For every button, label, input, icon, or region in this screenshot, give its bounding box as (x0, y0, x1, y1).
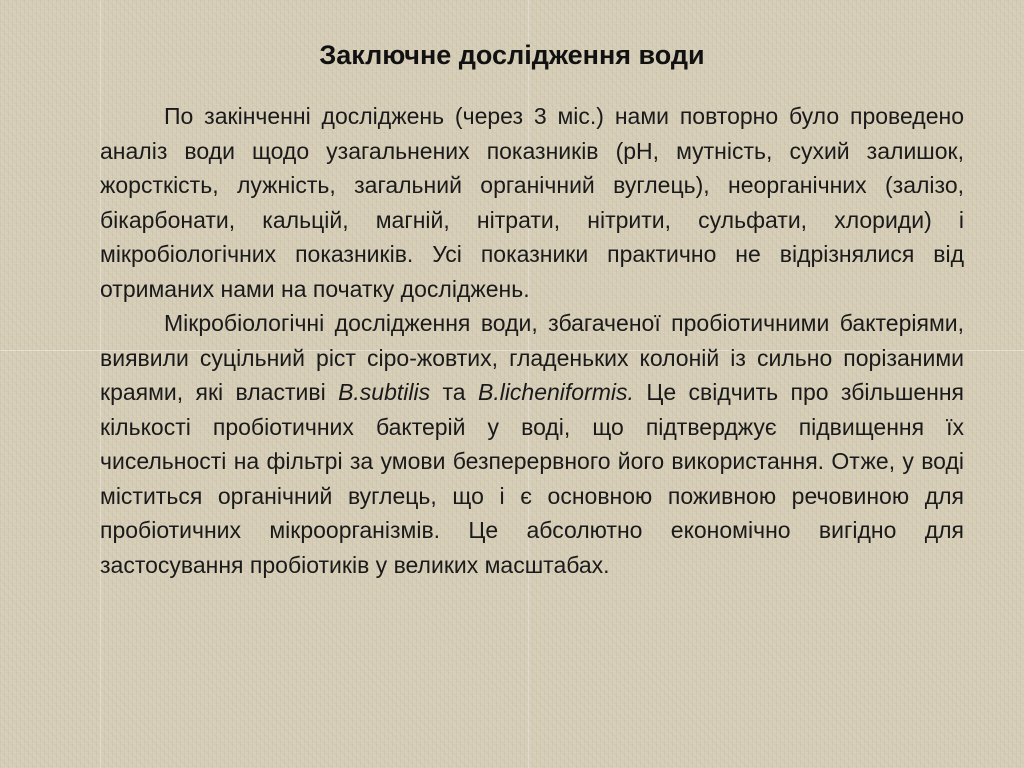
slide-title: Заключне дослідження води (319, 40, 705, 70)
paragraph-1: По закінченні досліджень (через 3 міс.) нами повторно було проведено аналіз води щодо узагальнених показників (рН, мутність, сухий залишок, жорсткість, лужність, загальний органічний вуглець), неорганічних (залізо, бікарбонати, кальцій, магній, нітрати, нітрити, сульфати, хлориди) і мікробіологічних показників. Усі показники практично не відрізнялися від отриманих нами на початку досліджень. (100, 103, 964, 302)
species-name-licheniformis: B.licheniformis. (477, 379, 634, 405)
paragraph-2-part-1: Мікробіологічні дослідження води, збагаченої пробіотичними бактеріями, виявили суцільний ріст сіро-жовтих, гладеньких колоній із сильно порізаними краями, які властиві (100, 310, 964, 405)
slide-body (100, 99, 964, 582)
species-name-subtilis: B.subtilis (338, 379, 431, 405)
conjunction: та (430, 379, 478, 405)
paragraph-2-part-2: Це свідчить про збільшення кількості пробіотичних бактерій у воді, що підтверджує підвищення їх чисельності на фільтрі за умови безперервного його використання. Отже, у воді міститься органічний вуглець, що і є основною поживною речовиною для пробіотичних мікроорганізмів. Це абсолютно економічно вигідно для застосування пробіотиків у великих масштабах. (100, 379, 965, 578)
paragraph-2 (100, 306, 964, 582)
